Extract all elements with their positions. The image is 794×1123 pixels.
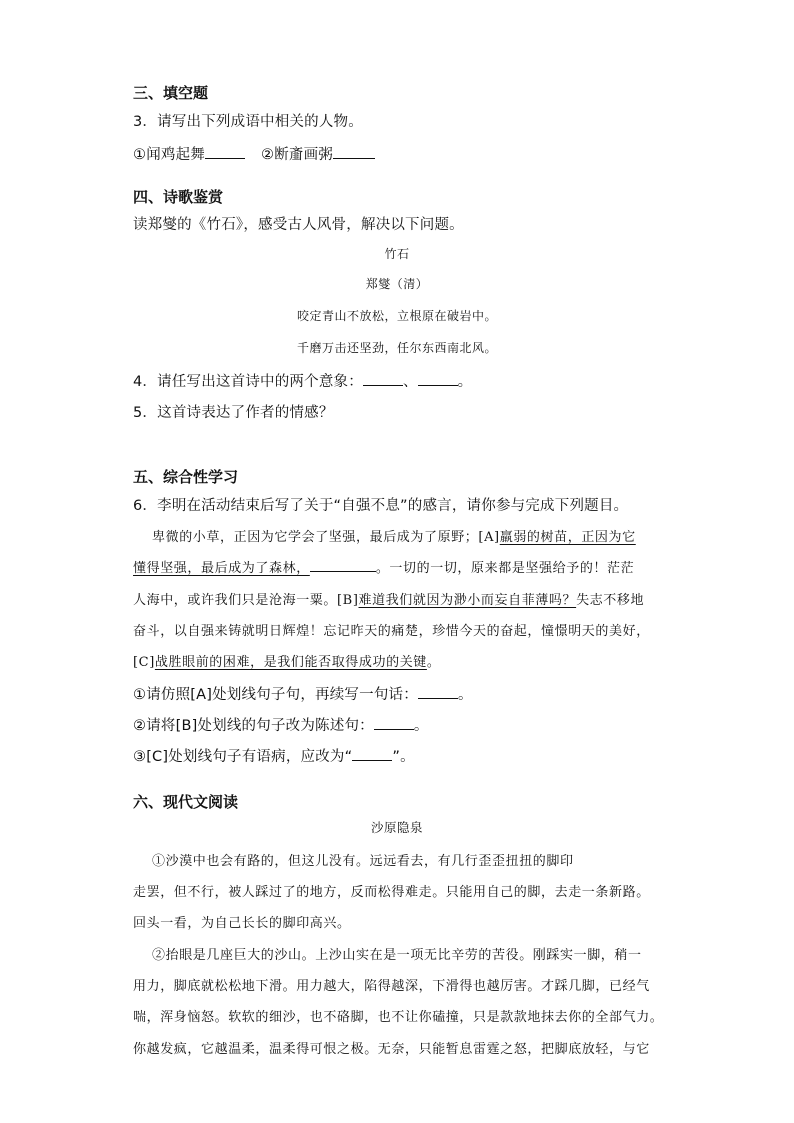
poem-author: 郑燮（清） xyxy=(365,277,429,291)
passage-line xyxy=(133,651,441,670)
passage-line xyxy=(152,526,636,545)
poem-line-2: 千磨万击还坚劲，任尔东西南北风。 xyxy=(296,341,497,355)
article-line: ①沙漠中也会有路的，但这儿没有。远远看去，有几行歪歪扭扭的脚印 xyxy=(152,854,574,869)
answer-blank[interactable] xyxy=(418,684,458,699)
question-3: 3．请写出下列成语中相关的人物。 xyxy=(133,114,363,130)
underlined-sentence-a: 羸弱的树苗，正因为它 xyxy=(499,530,636,545)
article-line: 你越发疯，它越温柔，温柔得可恨之极。无奈，只能暂息雷霆之怒，把脚底放轻，与它 xyxy=(133,1042,650,1057)
sub-question-3 xyxy=(133,745,415,766)
article-line: 用力，脚底就松松地下滑。用力越大，陷得越深，下滑得也越厉害。才踩几脚，已经气 xyxy=(133,979,650,994)
passage-line xyxy=(133,557,634,576)
separator: 、 xyxy=(402,374,418,390)
underlined-sentence-c: 战胜眼前的困难，是我们能否取得成功的关键 xyxy=(154,655,427,670)
question-4-text: 4．请任写出这首诗中的两个意象： xyxy=(133,374,363,390)
passage-text: 失志不移地 xyxy=(576,593,645,608)
sub-question-text: ①请仿照[A]处划线句子句，再续写一句话： xyxy=(133,687,418,703)
passage-line xyxy=(133,589,644,608)
poem-line-1: 咬定青山不放松，立根原在破岩中。 xyxy=(296,309,497,323)
passage-text: 人海中，或许我们只是沧海一粟。[B] xyxy=(133,593,359,608)
sub-question-text: ③[C]处划线句子有语病，应改为“ xyxy=(133,749,353,765)
section-heading-comprehensive: 五、综合性学习 xyxy=(133,468,239,486)
answer-blank[interactable] xyxy=(310,557,376,572)
question-4 xyxy=(133,370,472,391)
article-line: 喘，浑身恼怒。软软的细沙，也不硌脚，也不让你磕撞，只是款款地抹去你的全部气力。 xyxy=(133,1010,664,1025)
question-6: 6．李明在活动结束后写了关于“自强不息”的感言，请你参与完成下列题目。 xyxy=(133,498,629,514)
article-title: 沙原隐泉 xyxy=(370,820,423,835)
article-line: ②抬眼是几座巨大的沙山。上沙山实在是一项无比辛劳的苦役。刚踩实一脚，稍一 xyxy=(152,948,642,963)
period: 。 xyxy=(457,687,473,703)
question-3-items xyxy=(133,143,375,164)
answer-blank[interactable] xyxy=(418,371,458,386)
answer-blank[interactable] xyxy=(205,144,245,159)
idiom-2: ②断齑画粥 xyxy=(261,147,333,163)
question-5: 5．这首诗表达了作者的情感？ xyxy=(133,405,334,421)
underlined-sentence-b: 难道我们就因为渺小而妄自菲薄吗？ xyxy=(358,593,577,608)
answer-blank[interactable] xyxy=(333,144,375,159)
section-heading-modern-reading: 六、现代文阅读 xyxy=(133,793,239,811)
sub-question-1 xyxy=(133,683,473,704)
sub-question-text: ②请将[B]处划线的句子改为陈述句： xyxy=(133,718,374,734)
section-heading-fill-blank: 三、填空题 xyxy=(133,84,209,102)
passage-text: 。一切的一切，原来都是坚强给予的！茫茫 xyxy=(375,561,635,576)
period: 。 xyxy=(413,718,429,734)
sub-question-2 xyxy=(133,714,429,735)
passage-text: 卑微的小草，正因为它学会了坚强，最后成为了原野；[A] xyxy=(152,530,500,545)
section-heading-poetry: 四、诗歌鉴赏 xyxy=(133,188,224,206)
article-line: 回头一看，为自己长长的脚印高兴。 xyxy=(133,916,351,931)
answer-blank[interactable] xyxy=(363,371,403,386)
closing-quote: ”。 xyxy=(392,749,415,765)
answer-blank[interactable] xyxy=(374,715,414,730)
answer-blank[interactable] xyxy=(352,746,392,761)
underlined-sentence-a-cont: 懂得坚强，最后成为了森林， xyxy=(133,561,310,576)
poetry-intro: 读郑燮的《竹石》，感受古人风骨，解决以下问题。 xyxy=(133,217,464,233)
article-line: 走罢，但不行，被人踩过了的地方，反而松得难走。只能用自己的脚，去走一条新路。 xyxy=(133,885,650,900)
passage-text: 。 xyxy=(426,655,441,670)
passage-text: [C] xyxy=(133,655,155,670)
poem-title: 竹石 xyxy=(384,247,410,261)
passage-line: 奋斗，以自强来铸就明日辉煌！忘记昨天的痛楚，珍惜今天的奋起，憧憬明天的美好， xyxy=(133,624,650,639)
period: 。 xyxy=(457,374,473,390)
idiom-1: ①闻鸡起舞 xyxy=(133,147,205,163)
